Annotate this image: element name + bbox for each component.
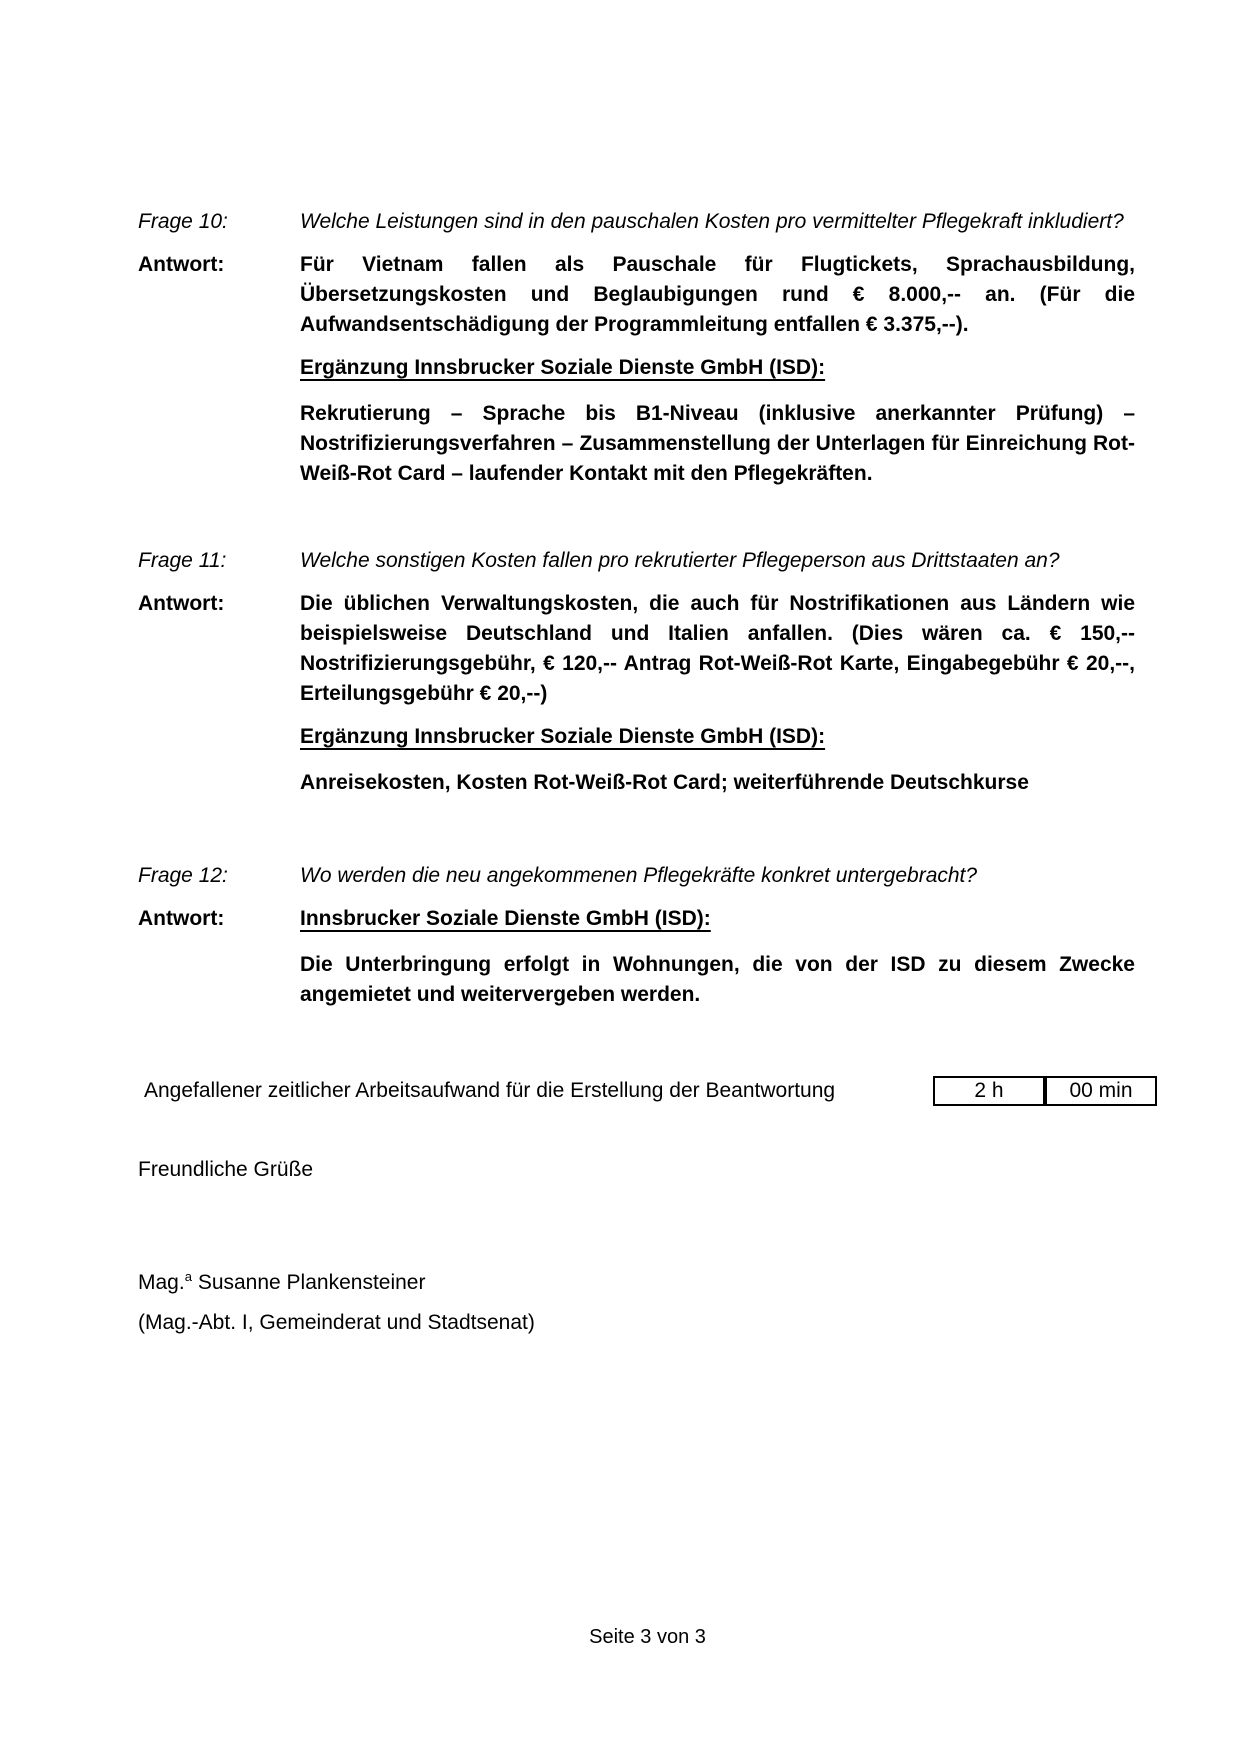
answer-row xyxy=(138,250,1135,502)
question-label: Frage 11: xyxy=(138,549,227,572)
supplement-heading: Ergänzung Innsbrucker Soziale Dienste GmbH (ISD): xyxy=(300,356,826,379)
effort-row xyxy=(144,1076,1157,1106)
answer-text: Für Vietnam fallen als Pauschale für Flugtickets, Sprachausbildung, Übersetzungskosten und Beglaubigungen rund € 8.000,-- an. (Für die Aufwandsentschädigung der Programmleitung entfallen € 3.375,--). xyxy=(300,253,1135,336)
signer-title: Mag. xyxy=(138,1271,185,1294)
question-label: Frage 12: xyxy=(138,864,228,887)
answer-body xyxy=(300,904,1135,1023)
qa-section-frage-11 xyxy=(138,546,1135,811)
supplement-text: Rekrutierung – Sprache bis B1-Niveau (inklusive anerkannter Prüfung) – Nostrifizierungsverfahren – Zusammenstellung der Unterlagen für Einreichung Rot-Weiß-Rot Card – laufender Kontakt mit den Pflegekräften. xyxy=(300,402,1135,485)
answer-label: Antwort: xyxy=(138,907,225,930)
supplement-text: Anreisekosten, Kosten Rot-Weiß-Rot Card; weiterführende Deutschkurse xyxy=(300,771,1029,794)
question-body xyxy=(300,861,1135,904)
effort-label: Angefallener zeitlicher Arbeitsaufwand für die Erstellung der Beantwortung xyxy=(144,1079,836,1102)
answer-body xyxy=(300,250,1135,502)
question-text: Wo werden die neu angekommenen Pflegekräfte konkret untergebracht? xyxy=(300,864,978,887)
answer-label: Antwort: xyxy=(138,253,225,276)
signer-name: Susanne Plankensteiner xyxy=(197,1271,426,1294)
question-row xyxy=(138,861,1135,904)
question-body xyxy=(300,207,1135,250)
answer-row xyxy=(138,904,1135,1023)
question-label: Frage 10: xyxy=(138,210,228,233)
answer-heading: Innsbrucker Soziale Dienste GmbH (ISD): xyxy=(300,907,711,930)
answer-text: Die Unterbringung erfolgt in Wohnungen, die von der ISD zu diesem Zwecke angemietet und weitervergeben werden. xyxy=(300,953,1135,1006)
answer-body xyxy=(300,589,1135,811)
greeting-text: Freundliche Grüße xyxy=(138,1158,314,1181)
signer-name-line xyxy=(138,1268,1135,1298)
question-row xyxy=(138,546,1135,589)
supplement-heading: Ergänzung Innsbrucker Soziale Dienste GmbH (ISD): xyxy=(300,725,826,748)
qa-section-frage-10 xyxy=(138,207,1135,502)
signer-department: (Mag.-Abt. I, Gemeinderat und Stadtsenat) xyxy=(138,1311,535,1334)
qa-section-frage-12 xyxy=(138,861,1135,1023)
answer-row xyxy=(138,589,1135,811)
answer-label: Antwort: xyxy=(138,592,225,615)
question-row xyxy=(138,207,1135,250)
question-text: Welche sonstigen Kosten fallen pro rekrutierter Pflegeperson aus Drittstaaten an? xyxy=(300,549,1060,572)
page-footer: Seite 3 von 3 xyxy=(589,1626,706,1648)
effort-table xyxy=(933,1076,1157,1106)
question-body xyxy=(300,546,1135,589)
signer-title-superscript: a xyxy=(184,1269,192,1284)
effort-minutes-cell: 00 min xyxy=(1045,1076,1157,1106)
answer-text: Die üblichen Verwaltungskosten, die auch für Nostrifikationen aus Ländern wie beispielsweise Deutschland und Italien anfallen. (Dies wären ca. € 150,-- Nostrifizierungsgebühr, € 120,-- Antrag Rot-Weiß-Rot Karte, Eingabegebühr € 20,--, Erteilungsgebühr € 20,--) xyxy=(300,592,1135,705)
question-text: Welche Leistungen sind in den pauschalen Kosten pro vermittelter Pflegekraft inkludiert? xyxy=(300,210,1124,233)
effort-hours-cell: 2 h xyxy=(933,1076,1045,1106)
